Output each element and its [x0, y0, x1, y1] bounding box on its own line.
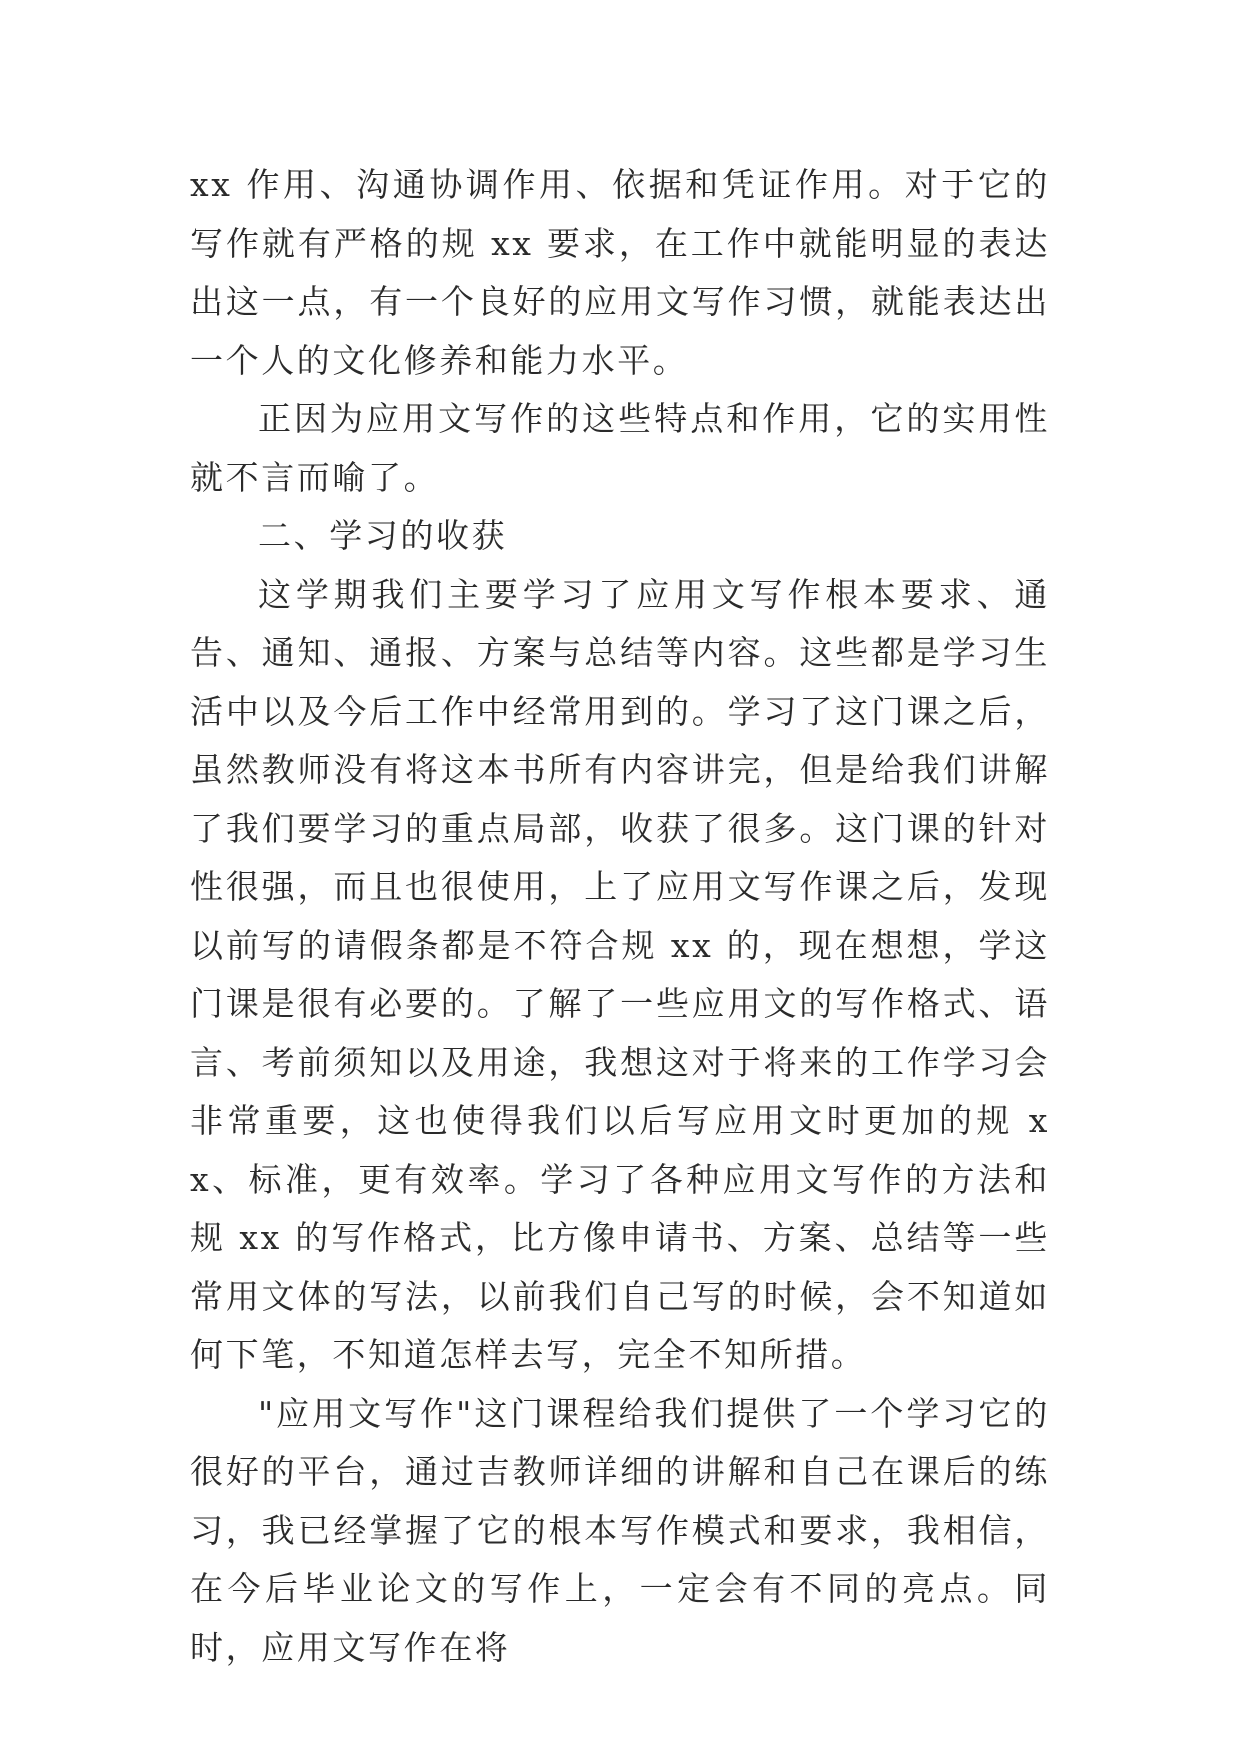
paragraph-continued: xx 作用、沟通协调作用、依据和凭证作用。对于它的写作就有严格的规 xx 要求，在工作中就能明显的表达出这一点，有一个良好的应用文写作习惯，就能表达出一个人的文化修养和能力水平。: [190, 165, 1050, 380]
paragraph-practicality: 正因为应用文写作的这些特点和作用，它的实用性就不言而喻了。: [190, 399, 1050, 497]
paragraph-semester-content: 这学期我们主要学习了应用文写作根本要求、通告、通知、通报、方案与总结等内容。这些都是学习生活中以及今后工作中经常用到的。学习了这门课之后，虽然教师没有将这本书所有内容讲完，但是给我们讲解了我们要学习的重点局部，收获了很多。这门课的针对性很强，而且也很使用，上了应用文写作课之后，发现以前写的请假条都是不符合规 xx 的，现在想想，学这门课是很有必要的。了解了一些应用文的写作格式、语言、考前须知以及用途，我想这对于将来的工作学习会非常重要，这也使得我们以后写应用文时更加的规 xx、标准，更有效率。学习了各种应用文写作的方法和规 xx 的写作格式，比方像申请书、方案、总结等一些常用文体的写法，以前我们自己写的时候，会不知道如何下笔，不知道怎样去写，完全不知所措。: [190, 574, 1050, 1374]
paragraph-course-platform: "应用文写作"这门课程给我们提供了一个学习它的很好的平台，通过吉教师详细的讲解和自己在课后的练习，我已经掌握了它的根本写作模式和要求，我相信，在今后毕业论文的写作上，一定会有不同的亮点。同时，应用文写作在将: [190, 1393, 1050, 1667]
document-body: [190, 156, 1050, 1677]
section-heading-learning-gains: 二、学习的收获: [258, 516, 508, 555]
